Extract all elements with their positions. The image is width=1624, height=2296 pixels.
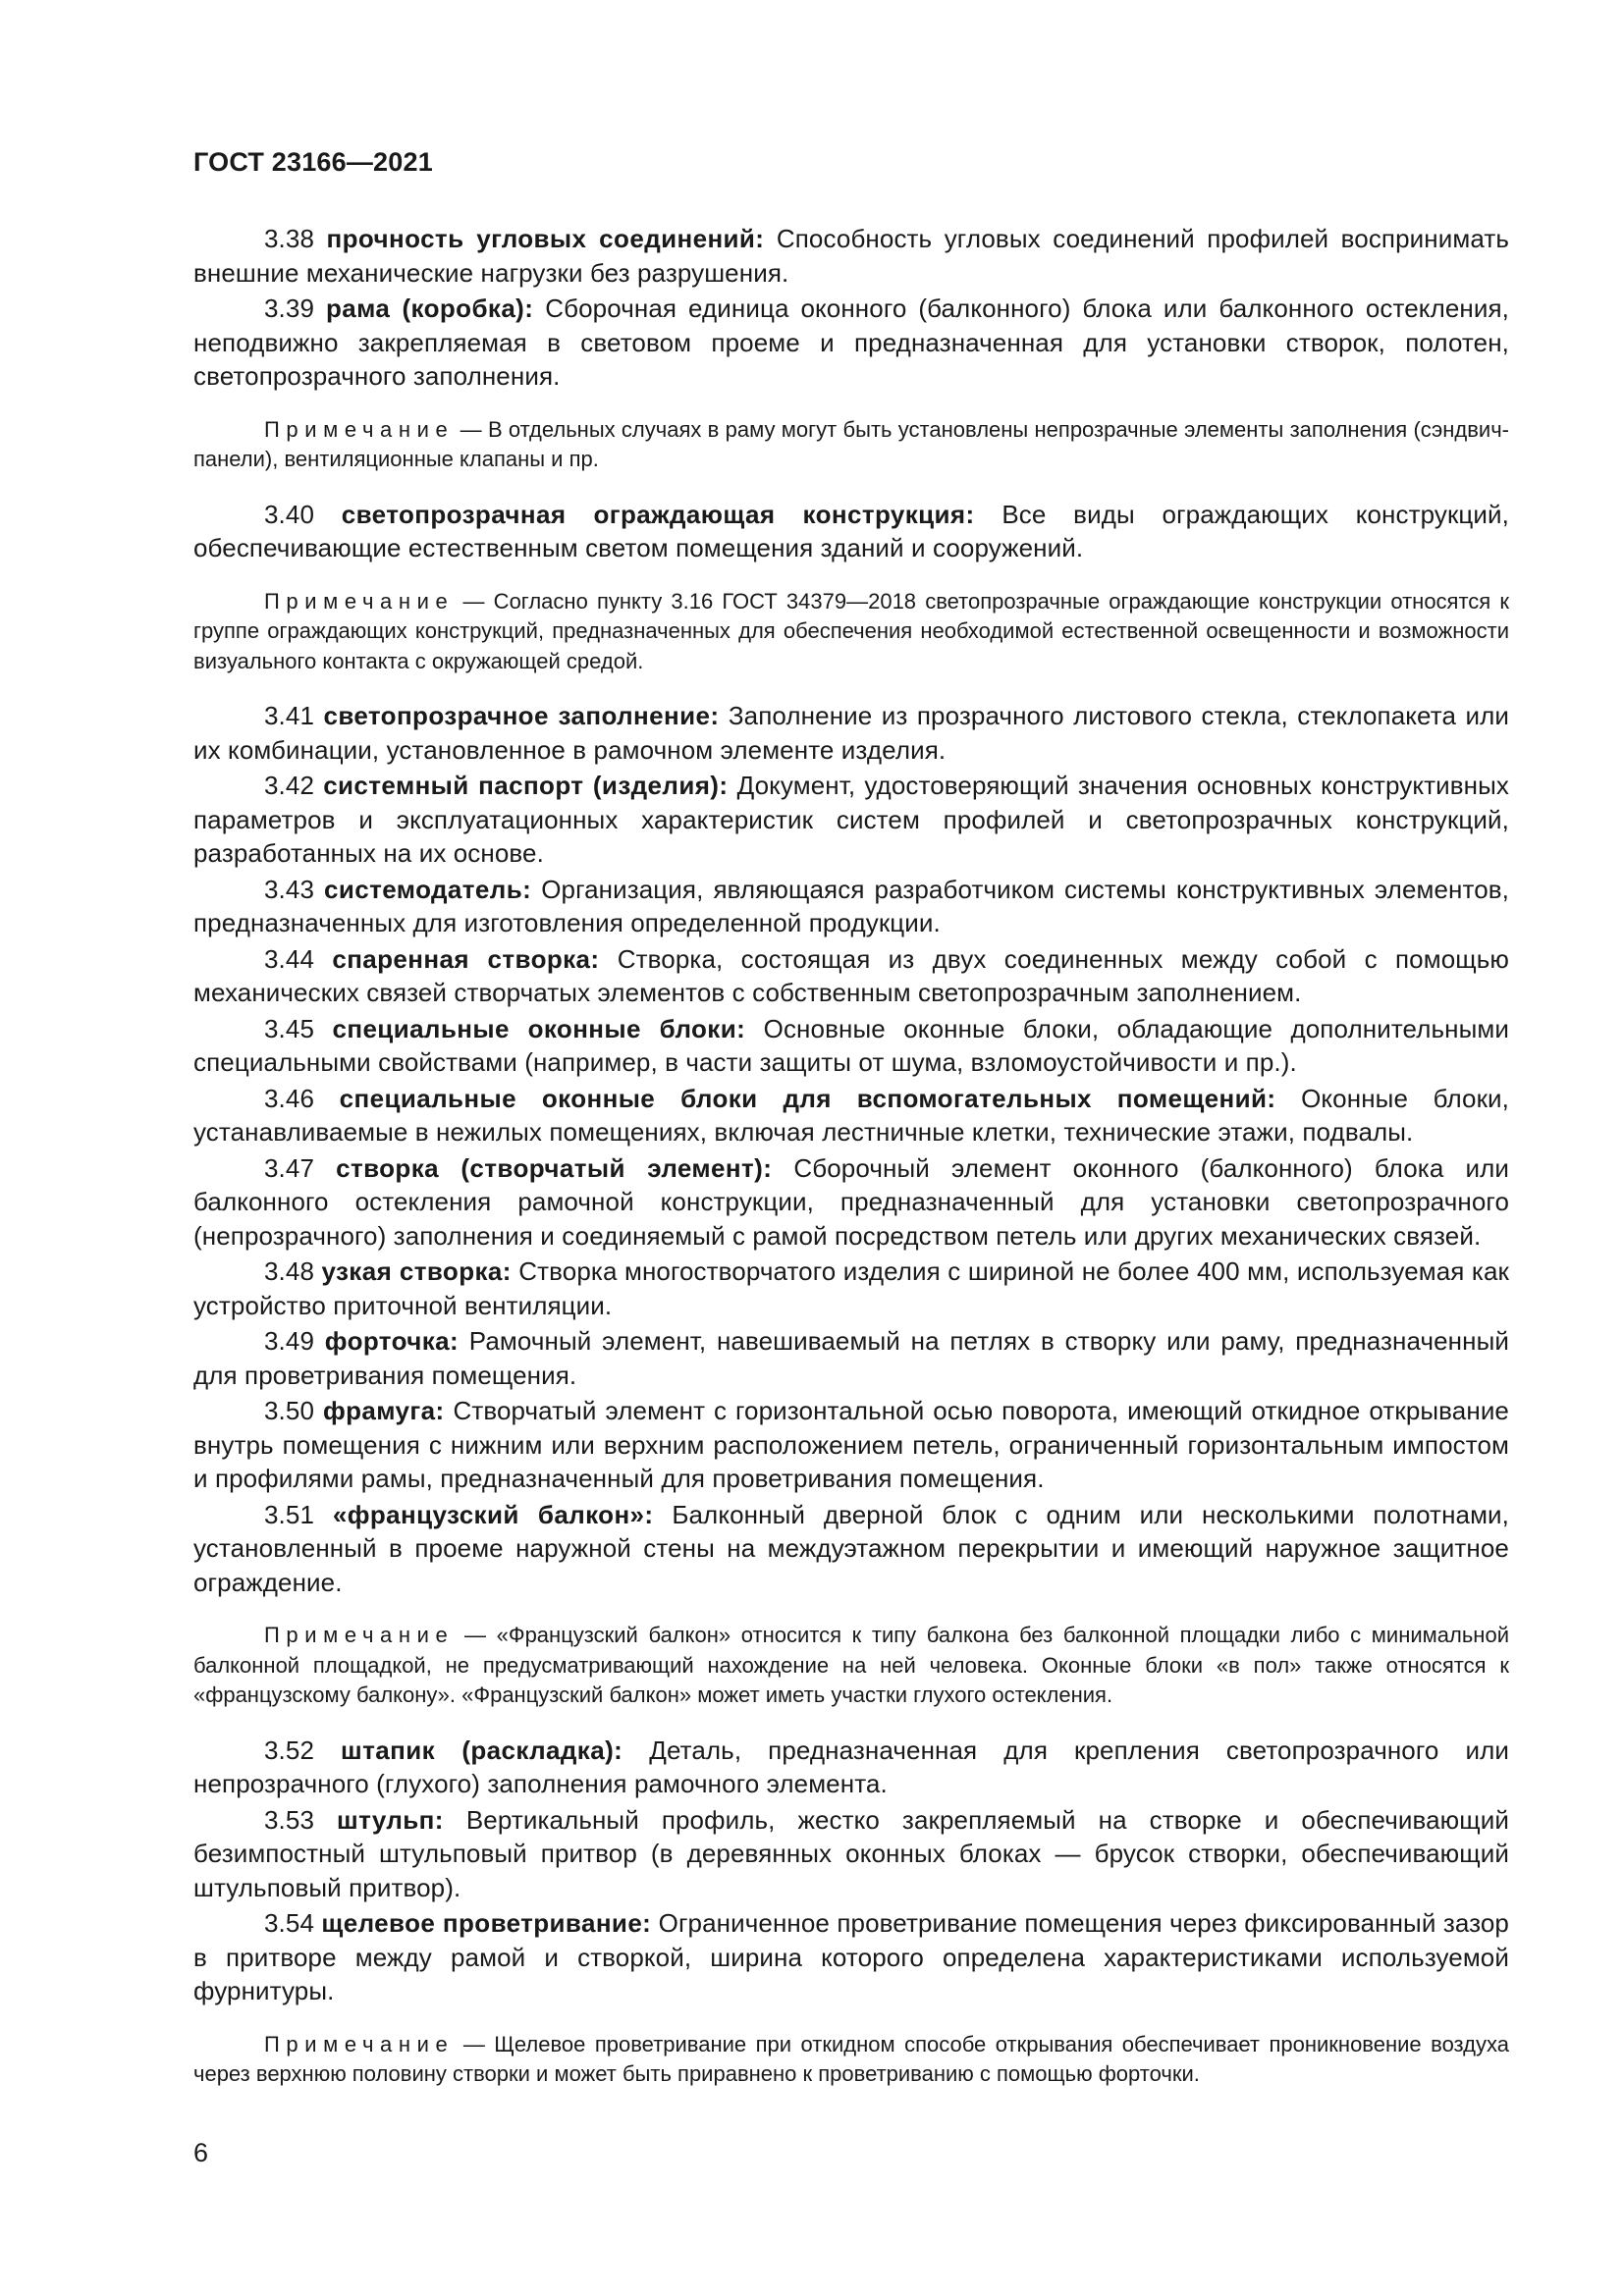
note-label: Примечание bbox=[264, 1623, 455, 1647]
definition-number: 3.52 bbox=[264, 1735, 315, 1765]
definition-number: 3.49 bbox=[264, 1326, 315, 1356]
definition-3-45 bbox=[193, 1012, 1509, 1080]
note bbox=[193, 1621, 1509, 1711]
definition-term: светопрозрачное заполнение: bbox=[323, 701, 720, 730]
note-text: — Щелевое проветривание при откидном способе открывания обеспечивает проникновение воздуха через верхнюю половину створки и может быть приравнено к проветриванию с помощью форточки. bbox=[193, 2031, 1509, 2086]
definition-number: 3.48 bbox=[264, 1256, 315, 1286]
definition-number: 3.40 bbox=[264, 499, 315, 529]
definition-3-47 bbox=[193, 1151, 1509, 1254]
definition-number: 3.54 bbox=[264, 1908, 315, 1938]
definition-text: Вертикальный профиль, жестко закрепляемый на створке и обеспечивающий безимпостный штульповый притвор (в деревянных оконных блоках — брусок створки, обеспечивающий штульповый притвор). bbox=[193, 1804, 1509, 1902]
definition-term: светопрозрачная ограждающая конструкция: bbox=[341, 499, 975, 529]
definition-term: «французский балкон»: bbox=[332, 1499, 654, 1529]
definition-number: 3.41 bbox=[264, 701, 315, 730]
definition-text: Балконный дверной блок с одним или несколькими полотнами, установленный в проеме наружной стены на междуэтажном перекрытии и имеющий наружное защитное ограждение. bbox=[193, 1499, 1510, 1597]
note bbox=[193, 587, 1509, 677]
definition-term: системодатель: bbox=[324, 874, 532, 904]
definition-text: Организация, являющаяся разработчиком системы конструктивных элементов, предназначенных для изготовления определенной продукции. bbox=[193, 874, 1510, 937]
note-label: Примечание bbox=[264, 2031, 455, 2056]
definition-text: Сборочная единица оконного (балконного) блока или балконного остекления, неподвижно закрепляемая в световом проеме и предназначенная для установки створок, полотен, светопрозрачного заполнения. bbox=[193, 294, 1509, 391]
note bbox=[193, 415, 1509, 475]
definition-number: 3.47 bbox=[264, 1152, 315, 1183]
definition-3-48 bbox=[193, 1255, 1509, 1322]
definition-text: Рамочный элемент, навешиваемый на петлях в створку или раму, предназначенный для проветривания помещения. bbox=[193, 1326, 1510, 1390]
definition-text: Способность угловых соединений профилей воспринимать внешние механические нагрузки без разрушения. bbox=[193, 224, 1509, 288]
definition-term: спаренная створка: bbox=[332, 943, 600, 974]
definition-number: 3.45 bbox=[264, 1013, 315, 1043]
definition-text: Заполнение из прозрачного листового стекла, стеклопакета или их комбинации, установленное в рамочном элементе изделия. bbox=[193, 701, 1509, 765]
definition-3-52 bbox=[193, 1734, 1509, 1801]
definition-text: Деталь, предназначенная для крепления светопрозрачного или непрозрачного (глухого) заполнения рамочного элемента. bbox=[193, 1735, 1509, 1798]
definition-text: Ограниченное проветривание помещения через фиксированный зазор в притворе между рамой и створкой, ширина которого определена характеристиками используемой фурнитуры. bbox=[193, 1908, 1509, 2005]
note-label: Примечание bbox=[264, 588, 455, 614]
definition-3-44 bbox=[193, 942, 1509, 1010]
definition-term: створка (створчатый элемент): bbox=[336, 1152, 773, 1183]
definition-term: системный паспорт (изделия): bbox=[323, 771, 729, 800]
definition-number: 3.38 bbox=[264, 224, 315, 253]
definition-term: специальные оконные блоки: bbox=[332, 1013, 746, 1043]
definition-number: 3.43 bbox=[264, 874, 315, 904]
definition-term: штульп: bbox=[337, 1804, 444, 1835]
note bbox=[193, 2030, 1509, 2090]
page-number: 6 bbox=[193, 2138, 209, 2167]
definition-3-40 bbox=[193, 498, 1509, 565]
definition-number: 3.51 bbox=[264, 1499, 315, 1529]
definition-text: Основные оконные блоки, обладающие дополнительными специальными свойствами (например, в части защиты от шума, взломоустойчивости и пр.). bbox=[193, 1013, 1509, 1077]
definition-term: прочность угловых соединений: bbox=[326, 224, 765, 253]
definition-3-46 bbox=[193, 1082, 1509, 1149]
definition-term: штапик (раскладка): bbox=[341, 1735, 623, 1765]
definition-3-50 bbox=[193, 1394, 1509, 1496]
definition-3-42 bbox=[193, 769, 1509, 871]
definition-number: 3.50 bbox=[264, 1396, 315, 1425]
definition-3-54 bbox=[193, 1906, 1509, 2008]
definition-text: Створка многостворчатого изделия с шириной не более 400 мм, используемая как устройство приточной вентиляции. bbox=[193, 1256, 1509, 1320]
document-header: ГОСТ 23166—2021 bbox=[193, 147, 433, 177]
definition-3-49 bbox=[193, 1324, 1509, 1392]
note-label: Примечание bbox=[264, 416, 455, 442]
document-body bbox=[193, 222, 1509, 2112]
definition-term: щелевое проветривание: bbox=[321, 1908, 652, 1938]
definition-3-41 bbox=[193, 699, 1509, 767]
definition-number: 3.53 bbox=[264, 1804, 315, 1835]
definition-3-53 bbox=[193, 1803, 1509, 1905]
definition-text: Оконные блоки, устанавливаемые в нежилых помещениях, включая лестничные клетки, технические этажи, подвалы. bbox=[193, 1083, 1509, 1147]
definition-term: фрамуга: bbox=[322, 1396, 445, 1425]
definition-text: Створчатый элемент с горизонтальной осью поворота, имеющий откидное открывание внутрь помещения с нижним или верхним расположением петель, ограниченный горизонтальным импостом и профилями рамы, предназначенный для проветривания помещения. bbox=[193, 1396, 1509, 1493]
definition-term: специальные оконные блоки для вспомогательных помещений: bbox=[339, 1083, 1276, 1113]
definition-term: узкая створка: bbox=[321, 1256, 512, 1286]
definition-3-51 bbox=[193, 1498, 1509, 1600]
definition-text: Документ, удостоверяющий значения основных конструктивных параметров и эксплуатационных характеристик систем профилей и светопрозрачных конструкций, разработанных на их основе. bbox=[193, 771, 1510, 868]
definition-number: 3.39 bbox=[264, 294, 315, 323]
definition-number: 3.46 bbox=[264, 1083, 315, 1113]
definition-text: Сборочный элемент оконного (балконного) блока или балконного остекления рамочной конструкции, предназначенный для установки светопрозрачного (непрозрачного) заполнения и соединяемый с рамой посредством петель или других механических связей. bbox=[193, 1152, 1510, 1251]
definition-3-38 bbox=[193, 222, 1509, 290]
definition-term: рама (коробка): bbox=[325, 294, 534, 323]
definition-number: 3.44 bbox=[264, 943, 315, 974]
definition-text: Створка, состоящая из двух соединенных между собой с помощью механических связей створчатых элементов с собственным светопрозрачным заполнением. bbox=[193, 943, 1509, 1007]
note-text: — В отдельных случаях в раму могут быть установлены непрозрачные элементы заполнения (сэндвич-панели), вентиляционные клапаны и пр. bbox=[193, 416, 1510, 471]
definition-number: 3.42 bbox=[264, 771, 315, 800]
definition-3-39 bbox=[193, 292, 1509, 394]
note-text: — «Французский балкон» относится к типу балкона без балконной площадки либо с минимальной балконной площадкой, не предусматривающий нахождение на ней человека. Оконные блоки «в пол» также относятся к «французскому балкону». «Французский балкон» может иметь участки глухого остекления. bbox=[193, 1623, 1509, 1707]
definition-text: Все виды ограждающих конструкций, обеспечивающие естественным светом помещения зданий и сооружений. bbox=[193, 499, 1509, 562]
definition-term: форточка: bbox=[324, 1326, 460, 1356]
definition-3-43 bbox=[193, 873, 1509, 940]
note-text: — Согласно пункту 3.16 ГОСТ 34379—2018 светопрозрачные ограждающие конструкции относятся к группе ограждающих конструкций, предназначенных для обеспечения необходимой естественной освещенности и возможности визуального контакта с окружающей средой. bbox=[193, 588, 1509, 673]
